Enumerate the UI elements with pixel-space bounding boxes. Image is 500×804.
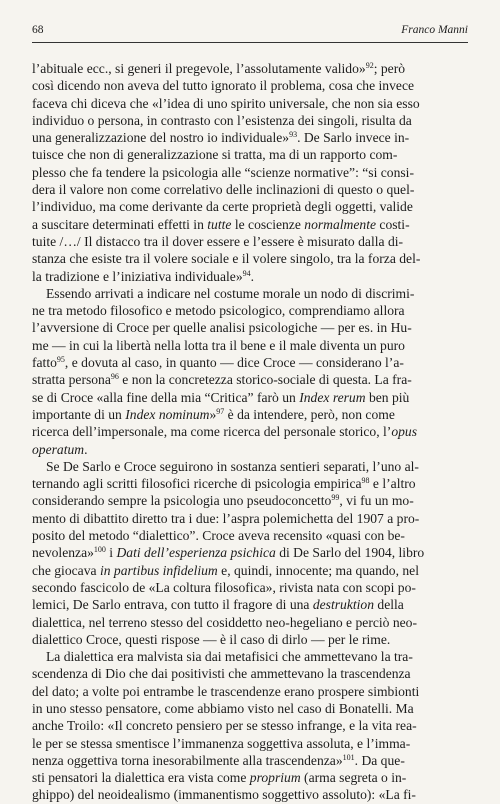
text-run: costi- [376,216,410,232]
text-line [32,181,470,198]
text-line [32,544,470,561]
text-line [32,527,470,544]
text-line [32,60,470,77]
text-line [32,95,470,112]
footnote-ref: 101 [342,752,355,762]
text-run: tuite /…/ Il distacco tra il dover essere e l’essere è misurato dalla di- [32,233,404,249]
text-run: a suscitare determinati effetti in [32,216,208,232]
text-line [32,389,470,406]
text-run: le per se stessa smentisce l’immanenza soggettiva assoluta, e l’imma- [32,735,411,751]
text-run: importante di un [32,406,126,422]
footnote-ref: 94 [242,268,251,278]
text-line [32,319,470,336]
text-run: dera il valore non come correlativo delle inclinazioni di questo o quel- [32,182,415,198]
text-run: in uno stesso pensatore, come abbiamo visto nel caso di Bonatelli. Ma [32,700,414,716]
text-line [32,475,470,492]
italic-text: opus [391,424,417,440]
page-number: 68 [32,24,44,36]
text-run: faceva chi diceva che «l’idea di uno spirito universale, che non sia esso [32,95,420,111]
italic-text: operatum [32,441,85,457]
text-line [32,510,470,527]
text-run: . Da que- [354,752,405,768]
text-line [32,700,470,717]
text-line [32,371,470,388]
text-line [32,735,470,752]
text-run: , vi fu un mo- [339,493,414,509]
text-line [32,648,470,665]
text-run: ne tra metodo filosofico e metodo psicologico, comprendiamo allora [32,303,405,319]
text-line [32,752,470,769]
text-run: » [209,406,217,422]
running-head: Franco Manni [401,24,468,36]
text-run: sti pensatori la dialettica era vista come [32,770,250,786]
text-run: ricerca dell’impersonale, ma come ricerca del personale storico, l’ [32,424,392,440]
text-run: . [84,441,88,457]
italic-text: Index nominum [125,406,210,422]
text-run: stratta persona [32,372,111,388]
text-run: ternando agli scritti filosofici ricerche di psicologia empirica [32,476,362,492]
text-run: l’abituale ecc., si generi il pregevole, l’assolutamente valido» [32,61,366,76]
footnote-ref: 92 [365,61,374,70]
text-line [32,441,470,458]
text-line [32,77,470,94]
footnote-ref: 95 [56,355,65,365]
italic-text: tutte [207,216,232,232]
text-run: e, quindi, innocente; ma quando, nel [217,562,419,578]
text-line [32,614,470,631]
text-run: . De Sarlo invece in- [297,130,410,146]
text-run: le coscienze [231,216,305,232]
text-line [32,596,470,613]
text-run: nevolenza» [32,545,94,561]
text-run: posito del metodo “dialettico”. Croce aveva recensito «quasi con be- [32,528,405,544]
italic-text: destruktion [312,597,375,613]
text-run: Essendo arrivati a indicare nel costume morale un nodo di discrimi- [46,285,415,301]
text-run: dialettico Croce, questi rispose — è il caso di dirlo — per le rime. [32,631,391,647]
text-run: ghippo) del neoidealismo (immanentismo soggettivo assoluto): «La fi- [32,787,416,803]
text-run: nenza oggettiva torna inesorabilmente alla trascendenza» [32,752,343,768]
italic-text: proprium [249,770,301,786]
text-line [32,146,470,163]
text-line [32,198,470,215]
body-text [32,60,470,804]
text-run: stanza che esiste tra il volere sociale e il volere singolo, tra la forza del- [32,251,421,267]
text-run: , e dovuta al caso, in quanto — dice Croce — considerano l’a- [64,355,404,371]
text-run: individuo o persona, in contrasto con l’esistenza dei singoli, risulta da [32,112,412,128]
text-line [32,406,470,423]
text-run: se di Croce «alla fine della mia “Critica” farò un [32,389,300,405]
text-line [32,683,470,700]
text-run: l’individuo, ma come derivante da certe proprietà degli oggetti, valide [32,199,413,215]
italic-text: Index rerum [299,389,366,405]
text-run: i [105,545,117,561]
text-line [32,665,470,682]
text-run: dialettica, nel terreno stesso del cosiddetto neo-hegeliano e perciò neo- [32,614,418,630]
text-run: di De Sarlo del 1904, libro [275,545,425,561]
text-run: la tradizione e l’iniziativa individuale» [32,268,243,284]
italic-text: in partibus infidelium [99,562,218,578]
text-line [32,268,470,285]
text-line [32,579,470,596]
text-run: plesso che fa tendere la psicologia alle “scienze normative”: “si consi- [32,164,414,180]
text-line [32,786,470,803]
footnote-ref: 98 [361,476,370,486]
text-line [32,492,470,509]
page-header [32,22,468,43]
text-run: (arma segreta o in- [300,770,407,786]
footnote-ref: 96 [110,372,119,382]
text-line [32,233,470,250]
text-run: lemici, De Sarlo entrava, con tutto il fragore di una [32,597,313,613]
text-run: che giocava [32,562,100,578]
text-line [32,302,470,319]
italic-text: Dati dell’esperienza psichica [116,545,276,561]
text-line [32,250,470,267]
text-line [32,354,470,371]
text-run: La dialettica era malvista sia dai metafisici che ammettevano la tra- [46,649,413,665]
text-line [32,337,470,354]
text-run: ben più [365,389,410,405]
text-run: scendenza di Dio che dai positivisti che ammettevano la trascendenza [32,666,411,682]
text-run: del dato; a volte poi entrambe le trascendenze erano prospere simbionti [32,683,420,699]
text-line [32,631,470,648]
text-run: Se De Sarlo e Croce seguirono in sostanza sentieri separati, l’uno al- [46,458,419,474]
text-run: anche Troilo: «Il concreto pensiero per se stesso infrange, e la vita rea- [32,718,417,734]
text-line [32,129,470,146]
text-run: ; però [373,61,406,76]
text-run: della [374,597,404,613]
text-line [32,562,470,579]
text-run: così dicendo non aveva del tutto ignorato il problema, cosa che invece [32,78,415,94]
text-line [32,458,470,475]
text-line [32,285,470,302]
text-line [32,423,470,440]
text-line [32,216,470,233]
text-run: tuisce che non di generalizzazione si tratta, ma di un rapporto com- [32,147,398,163]
footnote-ref: 99 [331,493,340,503]
text-run: l’avversione di Croce per quelle analisi psicologiche — per es. in Hu- [32,320,412,336]
text-run: e l’altro [369,476,416,492]
text-run: è da intendere, però, non come [224,406,395,422]
text-line [32,164,470,181]
footnote-ref: 100 [93,545,106,555]
text-run: considerando sempre la psicologia uno pseudoconcetto [32,493,332,509]
text-line [32,717,470,734]
text-run: mento di dibattito diretto tra i due: l’aspra polemichetta del 1907 a pro- [32,510,420,526]
text-line [32,769,470,786]
text-run: . [250,268,255,284]
italic-text: normalmente [304,216,377,232]
text-run: me — in cui la libertà nella lotta tra il bene e il male diventa un puro [32,337,405,353]
text-line [32,112,470,129]
text-run: secondo fascicolo de «La coltura filosofica», rivista nata con scopi po- [32,579,416,595]
footnote-ref: 93 [289,130,298,140]
footnote-ref: 97 [216,406,225,416]
text-run: una generalizzazione del nostro io individuale» [32,130,290,146]
text-run: fatto [32,355,57,371]
text-run: e non la concretezza storico-sociale di questa. La fra- [118,372,412,388]
